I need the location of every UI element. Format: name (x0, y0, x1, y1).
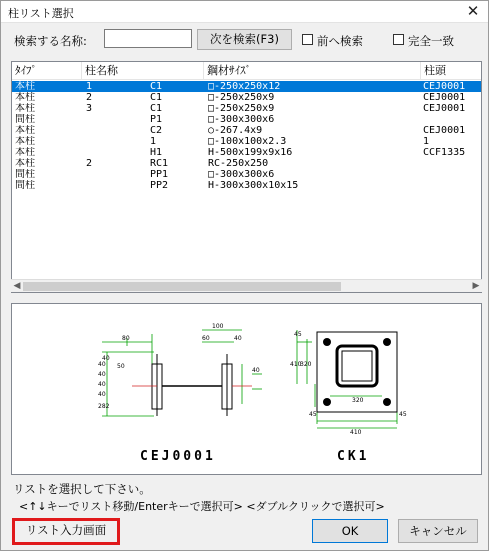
dimension-label: 45 (309, 411, 317, 418)
cell-type: 間柱 (15, 169, 35, 180)
cell-head: CEJ0001 (423, 81, 466, 92)
cell-head: CEJ0001 (423, 125, 466, 136)
cell-size: ○-267.4x9 (208, 125, 263, 136)
dimension-label: 80 (122, 335, 130, 342)
preview-label-left: CEJ0001 (140, 449, 216, 464)
list-row[interactable] (12, 103, 482, 114)
cell-name: C1 (150, 81, 163, 92)
cell-no: 2 (86, 158, 93, 169)
dimension-label: 410 (290, 361, 302, 368)
cell-size: □-250x250x12 (208, 81, 281, 92)
scroll-right-icon[interactable]: ▶ (472, 281, 480, 291)
dimension-label: 45 (399, 411, 407, 418)
dimension-label: 40 (98, 391, 106, 398)
find-next-button[interactable]: 次を検索(F3) (197, 29, 292, 50)
cell-type: 本柱 (15, 136, 35, 147)
search-label: 検索する名称: (14, 34, 87, 48)
cell-size: □-300x300x6 (208, 169, 275, 180)
cell-type: 本柱 (15, 158, 35, 169)
cell-name: PP1 (150, 169, 169, 180)
cell-name: 1 (150, 136, 157, 147)
dimension-label: 100 (212, 323, 224, 330)
exact-match-label: 完全一致 (408, 34, 454, 48)
col-header-type[interactable]: ﾀｲﾌﾟ (12, 62, 82, 80)
title-bar (1, 1, 488, 23)
ok-button[interactable]: OK (312, 519, 388, 543)
cell-size: □-300x300x6 (208, 114, 275, 125)
dimension-label: 50 (117, 363, 125, 370)
list-row[interactable] (12, 136, 482, 147)
dimension-label: 40 (98, 371, 106, 378)
preview-panel (11, 303, 482, 475)
status-line-1: リストを選択して下さい。 (13, 482, 151, 496)
prev-search-checkbox[interactable] (302, 34, 313, 45)
cell-name: C2 (150, 125, 163, 136)
dimension-label: 320 (352, 397, 364, 404)
list-row[interactable] (12, 114, 482, 125)
cell-type: 本柱 (15, 92, 35, 103)
cell-size: □-250x250x9 (208, 92, 275, 103)
dimension-label: 282 (98, 403, 110, 410)
list-header (12, 62, 482, 80)
list-row[interactable] (12, 147, 482, 158)
dimension-label: 40 (234, 335, 242, 342)
column-list[interactable] (11, 61, 482, 293)
close-icon[interactable]: ✕ (466, 2, 480, 20)
cell-size: □-100x100x2.3 (208, 136, 287, 147)
cell-type: 間柱 (15, 180, 35, 191)
list-row[interactable] (12, 81, 482, 92)
dimension-label: 410 (350, 429, 362, 436)
cell-name: C1 (150, 103, 163, 114)
cell-no: 1 (86, 81, 93, 92)
cell-type: 間柱 (15, 114, 35, 125)
list-row[interactable] (12, 169, 482, 180)
cell-head: CCF1335 (423, 147, 466, 158)
dimension-labels (98, 323, 407, 436)
cell-name: PP2 (150, 180, 169, 191)
preview-drawing (12, 304, 481, 474)
horizontal-scrollbar[interactable] (11, 279, 482, 292)
list-input-screen-button[interactable]: リスト入力画面 (25, 523, 107, 537)
prev-search-label: 前へ検索 (317, 34, 363, 48)
cell-type: 本柱 (15, 147, 35, 158)
window-title: 柱リスト選択 (8, 7, 74, 20)
scroll-left-icon[interactable]: ◀ (13, 281, 21, 291)
dimension-label: 40 (102, 355, 110, 362)
dimension-label: 60 (202, 335, 210, 342)
dimension-label: 40 (98, 381, 106, 388)
exact-match-checkbox[interactable] (393, 34, 404, 45)
scroll-thumb[interactable] (23, 282, 341, 291)
dimension-label: 40 (98, 361, 106, 368)
cell-head: CEJ0001 (423, 103, 466, 114)
preview-captions (140, 449, 369, 464)
cell-name: C1 (150, 92, 163, 103)
cell-name: RC1 (150, 158, 169, 169)
status-line-2: <↑↓キーでリスト移動/Enterキーで選択可> <ダブルクリックで選択可> (19, 500, 385, 513)
cell-size: H-300x300x10x15 (208, 180, 299, 191)
list-row[interactable] (12, 158, 482, 169)
preview-label-right: CK1 (337, 449, 370, 464)
cell-size: RC-250x250 (208, 158, 269, 169)
list-row[interactable] (12, 125, 482, 136)
dimension-label: 320 (300, 361, 312, 368)
list-row[interactable] (12, 92, 482, 103)
cell-type: 本柱 (15, 81, 35, 92)
cell-head: 1 (423, 136, 430, 147)
dimension-label: 45 (294, 331, 302, 338)
cancel-button[interactable]: キャンセル (398, 519, 478, 543)
list-row[interactable] (12, 180, 482, 191)
cell-type: 本柱 (15, 125, 35, 136)
cell-head: CEJ0001 (423, 92, 466, 103)
dimension-label: 40 (252, 367, 260, 374)
cell-name: P1 (150, 114, 163, 125)
cell-name: H1 (150, 147, 163, 158)
col-header-head[interactable]: 柱頭 (424, 64, 446, 77)
cell-type: 本柱 (15, 103, 35, 114)
cell-size: □-250x250x9 (208, 103, 275, 114)
col-header-size[interactable]: 鋼材ｻｲｽﾞ (204, 62, 421, 80)
highlight-box (12, 518, 120, 545)
cell-no: 3 (86, 103, 93, 114)
search-input[interactable] (104, 29, 192, 48)
cell-size: H-500x199x9x16 (208, 147, 293, 158)
col-header-name[interactable]: 柱名称 (82, 62, 204, 80)
cell-no: 2 (86, 92, 93, 103)
